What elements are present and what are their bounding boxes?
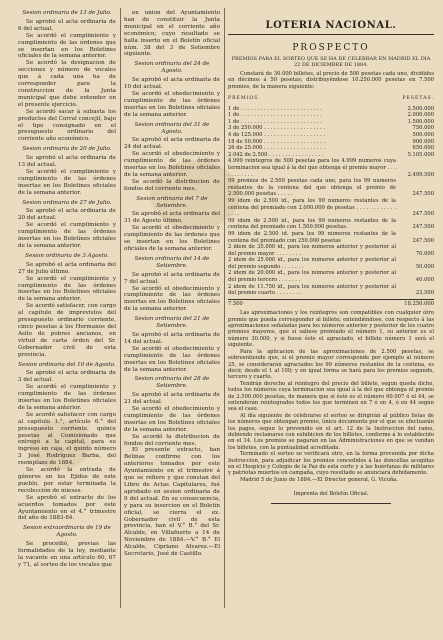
prize-row: [228, 178, 434, 198]
minutes-paragraph: Se aprobó el acta ordinaria de 7 del actual.: [124, 271, 220, 285]
minutes-paragraph: Se acordó sacar á subasta los productos del Corral concejil, bajo el tipo consignado en el presupuesto ordinario del corriente año económico.: [18, 108, 116, 143]
minutes-paragraph: Se aprobó el extracto de los acuerdos tomados por este Ayuntamiento en el 4.° trimestre del año de 1883-84.: [18, 494, 116, 522]
prize-row: [228, 218, 434, 231]
prize-row: [228, 119, 434, 126]
minutes-paragraph: Se acordó el obedecimiento y cumplimiento de las órdenes insertas en los Boletines oficiales de la semana anterior.: [124, 285, 220, 313]
prize-description: 3 de 250.000 . . . . . . . . . . . . . . . . . . .: [228, 125, 326, 132]
bottom-rule: [271, 503, 391, 504]
minutes-paragraph: Se aprobó el acta ordinaria de 14 del actual.: [124, 331, 220, 345]
prize-row: [228, 257, 434, 270]
notice-body: [228, 310, 434, 483]
session-heading: Sesion ordinaria del 24 de Agosto.: [134, 61, 210, 75]
prize-description: 18 de 50.000 . . . . . . . . . . . . . . . . . . .: [228, 138, 326, 145]
notice-paragraph: Las aproximaciones y los reintegros son compatibles con cualquier otro premio que pueda corresponder al billete; entendiéndose, con respecto á las aproximaciones señaladas para los números anterior y posterior de los cuatro premios mayores, que si saliese premiado el número 1, su anterior es el número 30.000, y si fuese éste el agraciado, el billete número 1 será el siguiente.: [228, 310, 434, 349]
prize-amount: 40.000: [415, 277, 434, 284]
session-heading: Sesion ordinaria del 31 de Agosto.: [134, 121, 210, 135]
prize-description: 2.042 de 2.500 . . . . . . . . . . . . . . . . .: [228, 151, 324, 158]
minutes-paragraph: Se procedió, previas las formalidades de la ley, mediante la vacante en una artículo 60, 67 y 71, al sorteo de los vocales que: [18, 541, 116, 568]
prize-table: [228, 106, 434, 297]
notice-paragraph: Para la aplicacion de las aproximaciones de 2.500 pesetas, se sobreentiende que, si el premio mayor corresponde por ejemplo al número 25, se considerarán agraciados los 99 números restantes de la centena, es decir, desde el 1 al 100; y en igual forma se hará para los premios segundo, tercero y cuarto.: [228, 348, 434, 381]
column-divider: [120, 8, 121, 608]
prize-amount: 23.500: [415, 290, 434, 297]
minutes-paragraph: Se acordó el cumplimiento y cumplimiento de las órdenes insertas en los Boletines oficiales de la semana anterior.: [18, 275, 116, 303]
prize-description: 1 de . . . . . . . . . . . . . . . . . . . . . . . . .: [228, 105, 322, 112]
prize-description: 1 de . . . . . . . . . . . . . . . . . . . . . . . . .: [228, 112, 322, 119]
prize-description: 2 idem de 25.000 id., para los números anterior y posterior al del premio segundo . . . . . . .: [228, 257, 396, 270]
minutes-paragraph: Se aprobó el acta ordinaria de 6 del actual.: [18, 18, 116, 32]
prizes-column-header: PREMIOS.: [228, 96, 261, 102]
prize-description: 99 idem de 2.500 id., para los 99 números restantes de la centena del premiado con 2.000.000 de pesetas . . . . . . . . . . . . . . . .: [228, 197, 396, 218]
notice-subtitle: PROSPECTO: [292, 42, 370, 53]
minutes-paragraph: Se aprobó el acta ordinaria de 3 del actual.: [18, 370, 116, 384]
prize-amount: 1.500.000: [407, 118, 434, 125]
prize-amount: 750.000: [412, 125, 434, 132]
lottery-notice: [228, 18, 434, 634]
prize-row: [228, 125, 434, 132]
prize-amount: 2.499.500: [407, 171, 434, 178]
minutes-paragraph: Se aprobó el acta ordinaria de 10 del actual.: [124, 77, 220, 91]
prize-amount: 5.105.000: [407, 151, 434, 158]
minutes-paragraph: Se acordó el cumplimiento y cumplimiento de las órdenes insertas en los Boletines oficiales de la semana anterior.: [18, 384, 116, 411]
session-heading: Sesion ordinaria del 7 de Setiembre.: [136, 195, 208, 209]
prize-amount: 2.500.000: [407, 105, 434, 112]
notice-paragraph: Al día siguiente de celebrarse el sorteo se dirigirán al público listas de los números que obtengan premio, único documento por el que se efectuarán los pagos, segun lo prevenido en el art. 12 de la Instruccion del ramo, debiendo reclamarse con exhibicion de los billetes, conforme á lo establecido en el 14. Los premios se pagarán en las Administraciones en que se vendan los billetes, con la puntualidad acreditada.: [228, 412, 434, 451]
session-heading: Sesion ordinaria del 14 de Setiembre.: [134, 255, 210, 269]
prize-row: [228, 158, 434, 178]
minutes-paragraph: Se aprobó el acta ordinaria de 13 del actual.: [18, 155, 116, 169]
minutes-paragraph: Se acordó el obedecimiento y cumplimiento de las órdenes insertas en los Boletines oficiales de la semana anterior.: [124, 151, 220, 178]
prize-row: [228, 270, 434, 283]
prize-description: 99 premios de 2.500 pesetas cada uno, para los 99 números restantes de la centena del que obtenga el premio de 2.500.000 pesetas . . . . .: [228, 178, 396, 198]
session-heading: Sesion extraordinaria de 19 de Agosto.: [23, 525, 111, 539]
minutes-paragraph: Se acordó satisfacer con cargo al capítulo 1.°, artículo 6.° del presupuesto corriente, quince pesetas al Comisionado que entregó a la capital, para su ingreso en caja, el quinto número 3 José Rodríguez Barba, del reemplazo de 1884.: [18, 411, 116, 467]
session-heading: Sesion ordinaria de 3 Agosto.: [25, 252, 109, 259]
prize-amount: 2.000.000: [407, 112, 434, 119]
prize-description: 2 idem de 35.000 id., para los números anterior y posterior al del premio mayor . . . . . . . .: [228, 244, 396, 257]
minutes-paragraph: Se acordó el obedecimiento y cumplimiento de las órdenes insertas en los Boletines oficiales de la semana anterior.: [124, 90, 220, 118]
session-heading: Sesion ordinaria de 13 de Julio.: [22, 10, 112, 16]
minutes-paragraph: Se acordó el obedecimiento y cumplimiento de las órdenes insertas en los Boletines oficiales de la semana anterior.: [124, 406, 220, 433]
minutes-paragraph: Se acordó la distribucion de fondos del corriente mes.: [124, 433, 220, 447]
prize-row: [228, 139, 434, 146]
prize-amount: 247.500: [412, 191, 434, 198]
prize-amount: 247.500: [412, 211, 434, 218]
prize-row: [228, 244, 434, 257]
minutes-paragraph: El presente extracto, han Belinas confirme con los anteriores tomados por este Ayuntamiento en el trimestre á que se refiere y que constan del Libro de Actas Capitulares, fué aprobado en sesion ordinaria de 9 del actual. En su consecuencia, y para su insercion en el Boletín oficial, se cierra el ex. Gobernador civil de esta provincia, han el V.° B.° del Sr. Alcalde, en Villafuerte a 14 de Noviembre de 1884.—V.° B.° El Alcalde, Cipriano Alvarez.—El Secretario, José de Castillo.: [124, 447, 220, 558]
column-divider: [224, 8, 225, 608]
minutes-paragraph: Se acordó el obedecimiento y cumplimiento de las órdenes que se insertan en los Boletines oficiales de la semana anterior.: [124, 225, 220, 252]
prize-row: [228, 284, 434, 297]
prize-amount: 650.000: [412, 145, 434, 152]
minutes-paragraph: Se acordó el cumplimiento y cumplimiento de las órdenes que se insertan en los Boletines oficiales de la semana anterior.: [18, 32, 116, 60]
prize-row: [228, 145, 434, 152]
minutes-paragraph: Se aprobó el acta ordinaria de 21 del actual.: [124, 392, 220, 406]
minutes-column-middle: [124, 10, 220, 635]
session-heading: Sesion ordinaria del 21 de Setiembre.: [134, 316, 210, 330]
minutes-paragraph: Se acordó el obedecimiento y cumplimiento de las órdenes insertas en los Boletines oficiales de la semana anterior.: [124, 345, 220, 373]
prize-description: 2 idem de 11.750 id., para los números anterior y posterior al del premio cuarto . . . . . . . .: [228, 283, 396, 297]
prize-description: 99 idem de 2.500 id. para los 99 números restantes de la centena del premiado con 250.000 pesetas: [228, 230, 396, 244]
notice-paragraph: Terminado el sorteo se verificará otro, en la forma prevenida por dicha Instruccion, para adjudicar los premios concedidos á las doncellas acogidas en el Hospicio y Colegio de la Paz de esta corte y á las huérfanas de militares y patriotas muertos en campaña, cuyo resultado se anunciará debidamente.: [228, 451, 434, 477]
prize-amount: 900.000: [412, 138, 434, 145]
prize-description: 4.999 reintegros de 500 pesetas para los 4.999 números cuya terminacion sea igual á la del que obtenga el premio mayor . . . . . . . . . . .: [228, 158, 396, 178]
total-value: 18.250.000: [404, 300, 434, 307]
minutes-paragraph: Se acordó la distribucion de fondos del corriente mes.: [124, 178, 220, 192]
session-heading: Sesion ordinaria del 10 de Agosto.: [18, 361, 116, 368]
prize-total-row: [228, 299, 434, 307]
minutes-paragraph: en union del Ayuntamiento han de constituir la Junta municipal en el corriente año económico; cuyo resultado se halla inserto en el Boletín oficial núm. 38 del 3 de Setiembre siguiente.: [124, 10, 220, 58]
prize-row: [228, 106, 434, 113]
minutes-paragraph: Se acordó satisfacer, con cargo al capítulo de imprevistos del presupuesto ordinario corriente, cinco pesetas á los Hermanos del Asilo de pobres ancianos, en virtud de carta órden del Sr. Gobernador civil de esta provincia.: [18, 303, 116, 358]
prize-description: 26 de 25.000 . . . . . . . . . . . . . . . . . . .: [228, 145, 326, 152]
notice-opening: Constará de 30.000 billetes, al precio de 500 pesetas cada uno, divididos en décimos á 50 pesetas; distribuyéndose 10.250.000 pesetas en 7.500 premios, de la manera siguiente:: [228, 71, 434, 90]
notice-intro: PREMIOS PARA EL SORTEO QUE SE HA DE CELEBRAR EN MADRID EL DIA 22 DE DICIEMBRE DE 1884.: [231, 55, 431, 68]
prize-description: 1 de . . . . . . . . . . . . . . . . . . . . . . . . .: [228, 118, 322, 125]
prize-row: [228, 198, 434, 218]
total-count: 7.500: [228, 300, 243, 307]
minutes-paragraph: Se acordó la entrada de géneros en los Ejidos de este pueblo, por estar terminada la recolección de mieses.: [18, 467, 116, 494]
prize-amount: 247.500: [412, 237, 434, 244]
prize-row: [228, 152, 434, 159]
prize-amount: 70.000: [415, 250, 434, 257]
prize-description: 4 de 125.000 . . . . . . . . . . . . . . . . . . .: [228, 132, 326, 138]
session-heading: Sesion ordinaria de 27 de Julio.: [22, 199, 112, 206]
session-heading: Sesion ordinaria del 28 de Setiembre.: [134, 376, 210, 390]
notice-paragraph: Tendrán derecho al reintegro del precio del billete, segun queda dicho, todos los números cuya terminacion sea igual á la del que obtenga el premio de 2.500.000 pesetas, de manera que si éste es el número 60.007 ó el 44, se entenderán reintegrados todos los que terminen en 7 ó en 4, ó en 44 según sea el caso.: [228, 380, 434, 413]
prize-amount: 247.500: [412, 224, 434, 231]
pesetas-column-header: PESETAS.: [402, 96, 434, 102]
prize-amount: 500.000: [412, 132, 434, 138]
minutes-paragraph: Se aprobó el acta ordinaria de 20 del actual.: [18, 208, 116, 222]
notice-paragraph: Madrid 5 de Junio de 1884.—El Director general, G. Vicuña.: [240, 476, 399, 483]
prize-row: [228, 112, 434, 119]
title-rule: [228, 34, 434, 35]
minutes-paragraph: Se aprobó el acta ordinaria del 31 de Agosto último.: [124, 211, 220, 225]
prize-amount: 50.000: [415, 263, 434, 270]
prize-description: 99 idem de 2.500 id., para los 99 números restantes de la centena del premiado con 1.500.000 pesetas.: [228, 217, 396, 231]
prize-row: [228, 132, 434, 139]
prize-row: [228, 231, 434, 244]
minutes-paragraph: Se acordó el cumplimiento y cumplimiento de las órdenes insertas en los Boletines oficiales de la semana anterior.: [18, 222, 116, 249]
minutes-paragraph: Se aprobó el acta ordinaria del 27 de Julio último.: [18, 261, 116, 275]
session-heading: Sesion ordinaria de 20 de Julio.: [22, 146, 112, 153]
notice-title: LOTERIA NACIONAL.: [265, 20, 397, 31]
prize-table-header: [228, 96, 434, 102]
prize-description: 2 idem de 20.000 id., para los números anterior y posterior al del premio tercero . . . . . . .: [228, 270, 396, 284]
printer-imprint: Imprenta del Boletín Oficial.: [293, 491, 369, 498]
minutes-paragraph: Se aprobó el acta ordinaria de 24 del actual.: [124, 137, 220, 151]
minutes-paragraph: Se acordó el cumplimiento y cumplimiento de las órdenes insertas en los Boletines oficiales de la semana anterior.: [18, 168, 116, 196]
minutes-column-left: [18, 10, 116, 635]
minutes-paragraph: Se acordó la designacion de secciones y número de vocales que á cada una ha de corresponder para la construccion de la Junta municipal que debe entender en el presente ejercicio.: [18, 60, 116, 108]
